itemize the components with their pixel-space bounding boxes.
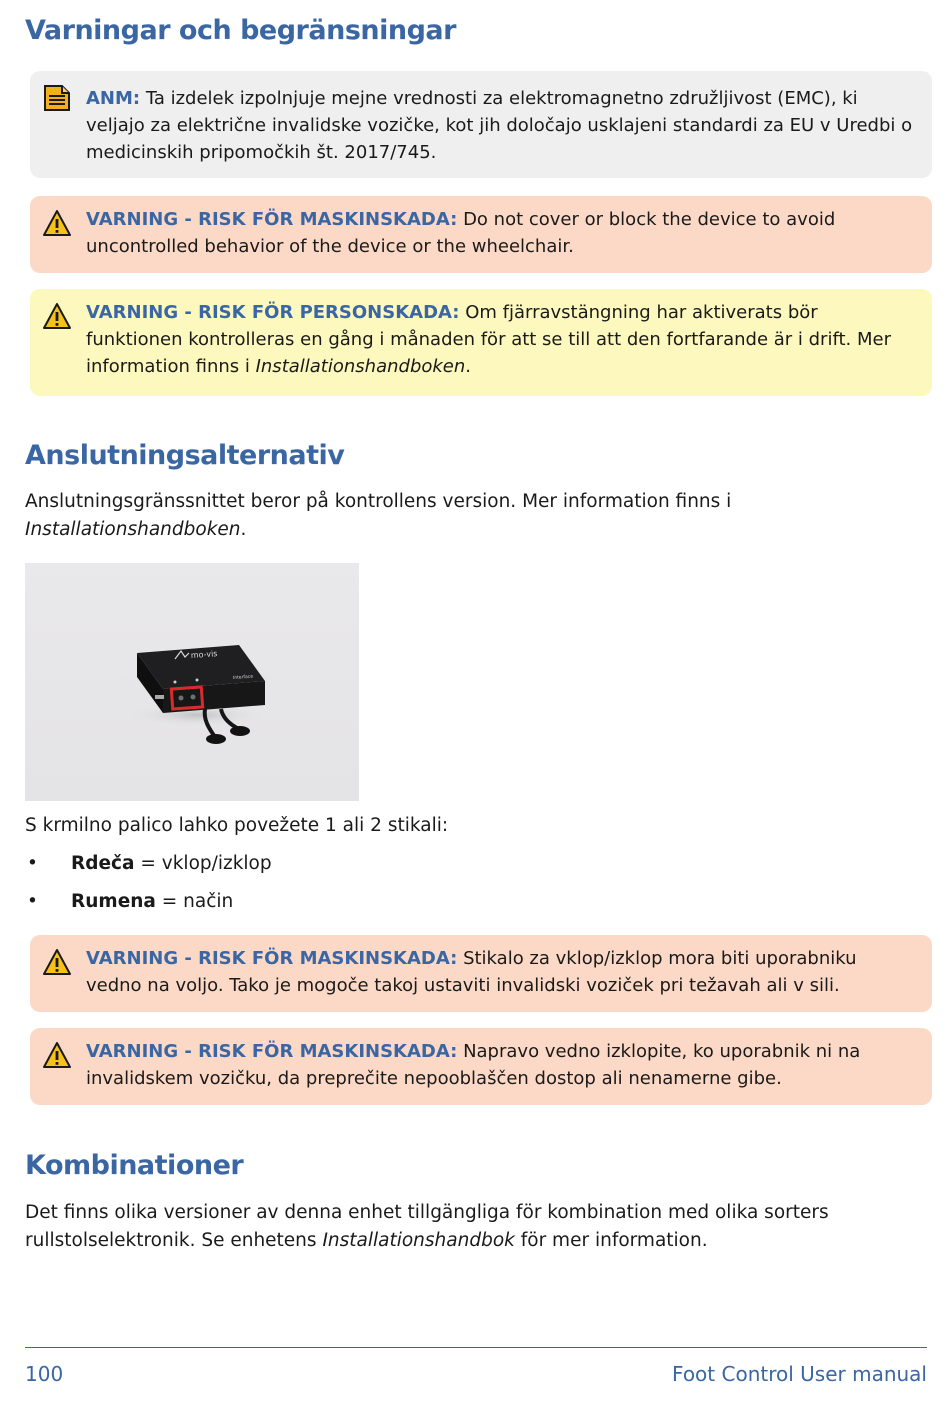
manual-reference: Installationshandboken <box>25 519 241 540</box>
list-item <box>25 888 272 926</box>
manual-title: Foot Control User manual <box>672 1362 927 1386</box>
warning-icon <box>42 948 72 976</box>
warning-text: Napravo vedno izklopite, ko uporabnik ni na invalidskem vozičku, da preprečite nepooblaščen dostop ali nenamerne gibe. <box>86 1041 861 1089</box>
warning-box-machine-2 <box>30 935 932 1012</box>
warning-lead: VARNING - RISK FÖR MASKINSKADA: <box>86 1041 458 1062</box>
warning-icon <box>42 209 72 237</box>
switch-intro: S krmilno palico lahko povežete 1 ali 2 stikali: <box>25 815 449 836</box>
device-photo <box>25 563 359 801</box>
bullet-text: = vklop/izklop <box>134 853 272 874</box>
note-icon <box>42 84 72 112</box>
section-title-connection: Anslutningsalternativ <box>25 440 345 471</box>
note-lead: ANM: <box>86 88 141 109</box>
manual-reference: Installationshandboken <box>255 356 466 377</box>
note-text: Ta izdelek izpolnjuje mejne vrednosti za elektromagnetno združljivost (EMC), ki veljajo za električne invalidske vozičke, kot jih določajo usklajeni standardi za EU v Uredbi o medicinskih pripomočkih št. 2017/745. <box>86 88 913 163</box>
combinations-body: Det finns olika versioner av denna enhet tillgängliga för kombination med olika sorters rullstolselektronik. Se enhetens <box>25 1202 829 1251</box>
bullet-label: Rdeča <box>71 853 135 874</box>
note-box <box>30 71 932 178</box>
warning-icon <box>42 1041 72 1069</box>
warning-text-end: . <box>465 356 472 377</box>
device-port-label: Interface <box>232 674 254 681</box>
combinations-body-end: för mer information. <box>514 1230 708 1251</box>
warning-lead: VARNING - RISK FÖR MASKINSKADA: <box>86 209 458 230</box>
switch-list <box>25 850 272 926</box>
section-title-combinations: Kombinationer <box>25 1150 244 1181</box>
warning-lead: VARNING - RISK FÖR MASKINSKADA: <box>86 948 458 969</box>
combinations-text <box>25 1199 915 1255</box>
bullet-mark: • <box>27 891 38 912</box>
device-brand-text: mo-vis <box>190 649 218 660</box>
warning-box-machine-1 <box>30 196 932 273</box>
bullet-mark: • <box>27 853 38 874</box>
bullet-label: Rumena <box>71 891 156 912</box>
list-item <box>25 850 272 888</box>
warning-text: Om fjärravstängning har aktiverats bör funktionen kontrolleras en gång i månaden för att se till att den fortfarande är i drift. Mer information finns i <box>86 302 891 377</box>
warning-box-machine-3 <box>30 1028 932 1105</box>
section-title-warnings: Varningar och begränsningar <box>25 15 456 46</box>
manual-reference: Installationshandbok <box>322 1230 515 1251</box>
page-number: 100 <box>25 1362 64 1386</box>
warning-text: Stikalo za vklop/izklop mora biti uporabniku vedno na voljo. Tako je mogoče takoj ustaviti invalidski voziček pri težavah ali v sili. <box>86 948 857 996</box>
warning-lead: VARNING - RISK FÖR PERSONSKADA: <box>86 302 460 323</box>
warning-text: Do not cover or block the device to avoid uncontrolled behavior of the device or the wheelchair. <box>86 209 836 257</box>
intro-text: Anslutningsgränssnittet beror på kontrollens version. Mer information finns i <box>25 491 732 512</box>
footer-divider <box>25 1347 927 1348</box>
warning-icon <box>42 302 72 330</box>
intro-text-end: . <box>240 519 247 540</box>
bullet-text: = način <box>155 891 234 912</box>
connection-intro <box>25 488 915 544</box>
warning-box-personal <box>30 289 932 396</box>
